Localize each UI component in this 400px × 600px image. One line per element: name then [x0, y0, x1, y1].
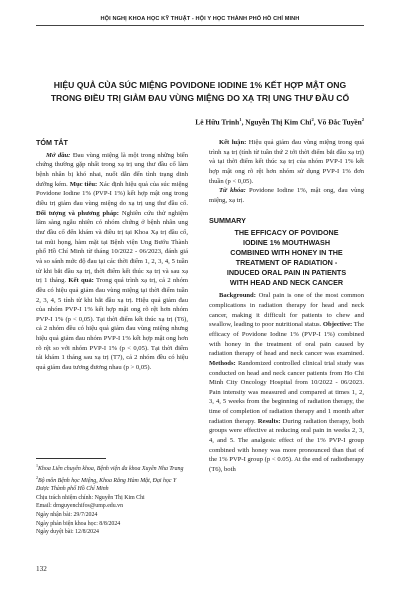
- vi-aim-label: Mục tiêu:: [67, 180, 98, 188]
- footnote-rule: [36, 458, 106, 459]
- footnote-1-text: Khoa Liên chuyên khoa, Bệnh viện đa khoa Xuyên Nha Trang: [38, 465, 184, 472]
- email-line: Email: drnguyenchifos@ump.edu.vn: [36, 503, 124, 510]
- en-abstract-body: [209, 291, 364, 474]
- en-title-line: IODINE 1% MOUTHWASH: [242, 238, 331, 248]
- author-3: Võ Đắc Tuyền: [317, 117, 362, 127]
- en-results-label: Results:: [255, 417, 281, 425]
- en-methods-text: Randomized controlled clinical trial study was conducted on head and neck cancer patients from Ho Chi Minh City Oncology Hospital from 10/2022 - 06/2023. Pain intensity was measured and compared at times 1, 2, 3, 4, 5 weeks from the beginning of radiation therapy, the time of completion of radiation therapy and 1 month after radiation therapy.: [209, 359, 364, 425]
- vi-abstract-heading: TÓM TẮT: [36, 138, 68, 147]
- vi-aim-text: Xác định hiệu quả của súc miệng Povidone Iodine 1% (PVP-I 1%) kết hợp mật ong trong điều trị giảm đau vùng miệng do xạ trị ung thư đầu cổ.: [36, 180, 189, 207]
- vi-results-text: Trong quá trình xạ trị, cả 2 nhóm đều có hiệu quả giảm đau vùng miệng tại thời điểm tuần 2, 3, 4, 5 tính từ khi bắt đầu xạ trị. Hiệu quả giảm đau của nhóm PVP-I 1% kết hợp mật ong rõ rệt hơn nhóm PVP-I 1% (p < 0,05). Tại thời điểm kết thúc xạ trị (T6), cả 2 nhóm đều có hiệu quả giảm đau vùng miệng nhưng hiệu quả giảm đau nhóm PVP-I 1% kết hợp mật ong hơn rõ rệt so với nhóm PVP-I 1% (p < 0,05). Tại thời điểm tái khám 1 tháng sau xạ trị (T7), cả 2 nhóm đều có hiệu quả giảm đau tương đương nhau (p > 0,05).: [36, 277, 188, 372]
- author-2-affiliation: 2: [311, 117, 314, 122]
- author-separator: ,: [241, 117, 246, 127]
- vi-conclusion-text: Hiệu quả giảm đau vùng miệng trong quá trình xạ trị (tính từ tuần thứ 2 tới thời điểm bắt đầu xạ trị) và tại thời điểm kết thúc xạ trị của nhóm PVP-I 1% kết hợp mật ong rõ rệt hơn nhóm sử dụng PVP-I 1% đơn thuần (p < 0,05).: [209, 139, 365, 185]
- footnote-1-marker: 1: [36, 463, 38, 468]
- vi-keywords-label: Từ khóa:: [219, 187, 246, 195]
- vi-intro-label: Mở đầu:: [46, 151, 71, 159]
- author-3-affiliation: 2: [361, 117, 364, 122]
- article-title: [36, 79, 364, 105]
- en-title-line: INDUCED ORAL PAIN IN PATIENTS: [226, 268, 347, 278]
- en-title-line: COMBINED WITH HONEY IN THE: [230, 248, 343, 258]
- en-title: [209, 228, 364, 288]
- received-date: Ngày nhận bài: 29/7/2024: [36, 511, 98, 518]
- en-title-line: THE EFFICACY OF POVIDONE: [234, 228, 339, 238]
- footnote-2-text: Bộ môn Bệnh học Miệng, Khoa Răng Hàm Mặt, Đại học Y Dược Thành phố Hồ Chí Minh: [36, 477, 177, 493]
- review-date: Ngày phản biện khoa học: 8/8/2024: [36, 520, 121, 527]
- en-abstract-heading: SUMMARY: [209, 215, 246, 225]
- vi-keywords-text: Povidone Iodine 1%, mật ong, đau vùng miệng, xạ trị.: [209, 187, 364, 204]
- footnote-affiliation-1: [36, 462, 188, 474]
- page-number: 132: [36, 565, 47, 573]
- header-rule: [36, 25, 364, 26]
- article-title-line-1: HIỆU QUẢ CỦA SÚC MIỆNG POVIDONE IODINE 1% KẾT HỢP MẬT ONG: [53, 80, 347, 90]
- en-title-line: WITH HEAD AND NECK CANCER: [229, 278, 344, 288]
- vi-methods-text: Nghiên cứu thử nghiệm lâm sàng ngẫu nhiên có nhóm chứng ở bệnh nhân ung thư đầu cổ đến khám và điều trị tại Khoa Xạ trị đầu cổ, tai mũi họng, hàm mặt tại Bệnh viện Ung Bướu Thành phố Hồ Chí Minh từ tháng 10/2022 - 06/2023, đánh giá và so sánh mức độ đau tại các thời điểm 1, 2, 3, 4, 5 tuần từ khi bắt đầu xạ trị, thời điểm kết thúc xạ trị và sau xạ trị 1 tháng.: [36, 209, 188, 285]
- right-column: [209, 138, 364, 475]
- author-1: Lê Hữu Trinh: [195, 117, 240, 127]
- vi-abstract-body: [36, 151, 188, 373]
- en-title-line: TREATMENT OF RADIATION -: [235, 258, 338, 268]
- en-background-text: Oral pain is one of the most common complications in radiation therapy for head and neck cancer, making it difficult for patients to chew and swallow, leading to poor nutritional status.: [209, 292, 364, 329]
- en-results-text: During radiation therapy, both groups were effective at reducing oral pain in weeks 2, 3, 4, and 5. The analgesic effect of the 1% PVP-I group combined with honey was more pronounced than that of the 1% PVP-I group (p < 0.05). At the end of radiotherapy (T6), both: [209, 417, 364, 474]
- en-background-label: Background:: [219, 292, 256, 300]
- vi-results-label: Kết quả:: [66, 277, 94, 285]
- vi-abstract-continued: [209, 138, 364, 186]
- vi-methods-label: Đối tượng và phương pháp:: [36, 209, 119, 217]
- running-header: HỘI NGHỊ KHOA HỌC KỸ THUẬT - HỘI Y HỌC THÀNH PHỐ HỒ CHÍ MINH: [100, 16, 300, 22]
- en-methods-label: Methods:: [209, 359, 236, 367]
- vi-conclusion-label: Kết luận:: [219, 139, 247, 146]
- corresponding-author: Chịu trách nhiệm chính: Nguyễn Thị Kim Chi: [36, 494, 145, 501]
- article-title-line-2: TRONG ĐIỀU TRỊ GIẢM ĐAU VÙNG MIỆNG DO XẠ TRỊ UNG THƯ ĐẦU CỔ: [50, 93, 350, 103]
- footnote-affiliation-2: [36, 474, 188, 494]
- left-column: [36, 138, 188, 373]
- author-separator: ,: [313, 117, 318, 127]
- en-objective-label: Objective:: [321, 321, 353, 329]
- footnotes: [36, 458, 188, 537]
- vi-intro-text: Đau vùng miệng là một trong những biến chứng thường gặp nhất trong xạ trị ung thư đầu cổ làm bệnh nhân bị khó nhai, nuốt dẫn đến tình trạng dinh dưỡng kém.: [36, 151, 188, 188]
- author-list: [195, 117, 364, 126]
- en-objective-text: The efficacy of Povidone Iodine 1% (PVP-I 1%) combined with honey in the treatment of oral pain caused by radiation therapy of head and neck cancer was examined.: [209, 321, 364, 358]
- footnote-2-marker: 2: [36, 474, 38, 480]
- vi-keywords: [209, 186, 364, 205]
- author-2: Nguyễn Thị Kim Chi: [245, 117, 312, 127]
- accepted-date: Ngày duyệt bài: 12/8/2024: [36, 529, 99, 536]
- author-1-affiliation: 1: [239, 117, 242, 122]
